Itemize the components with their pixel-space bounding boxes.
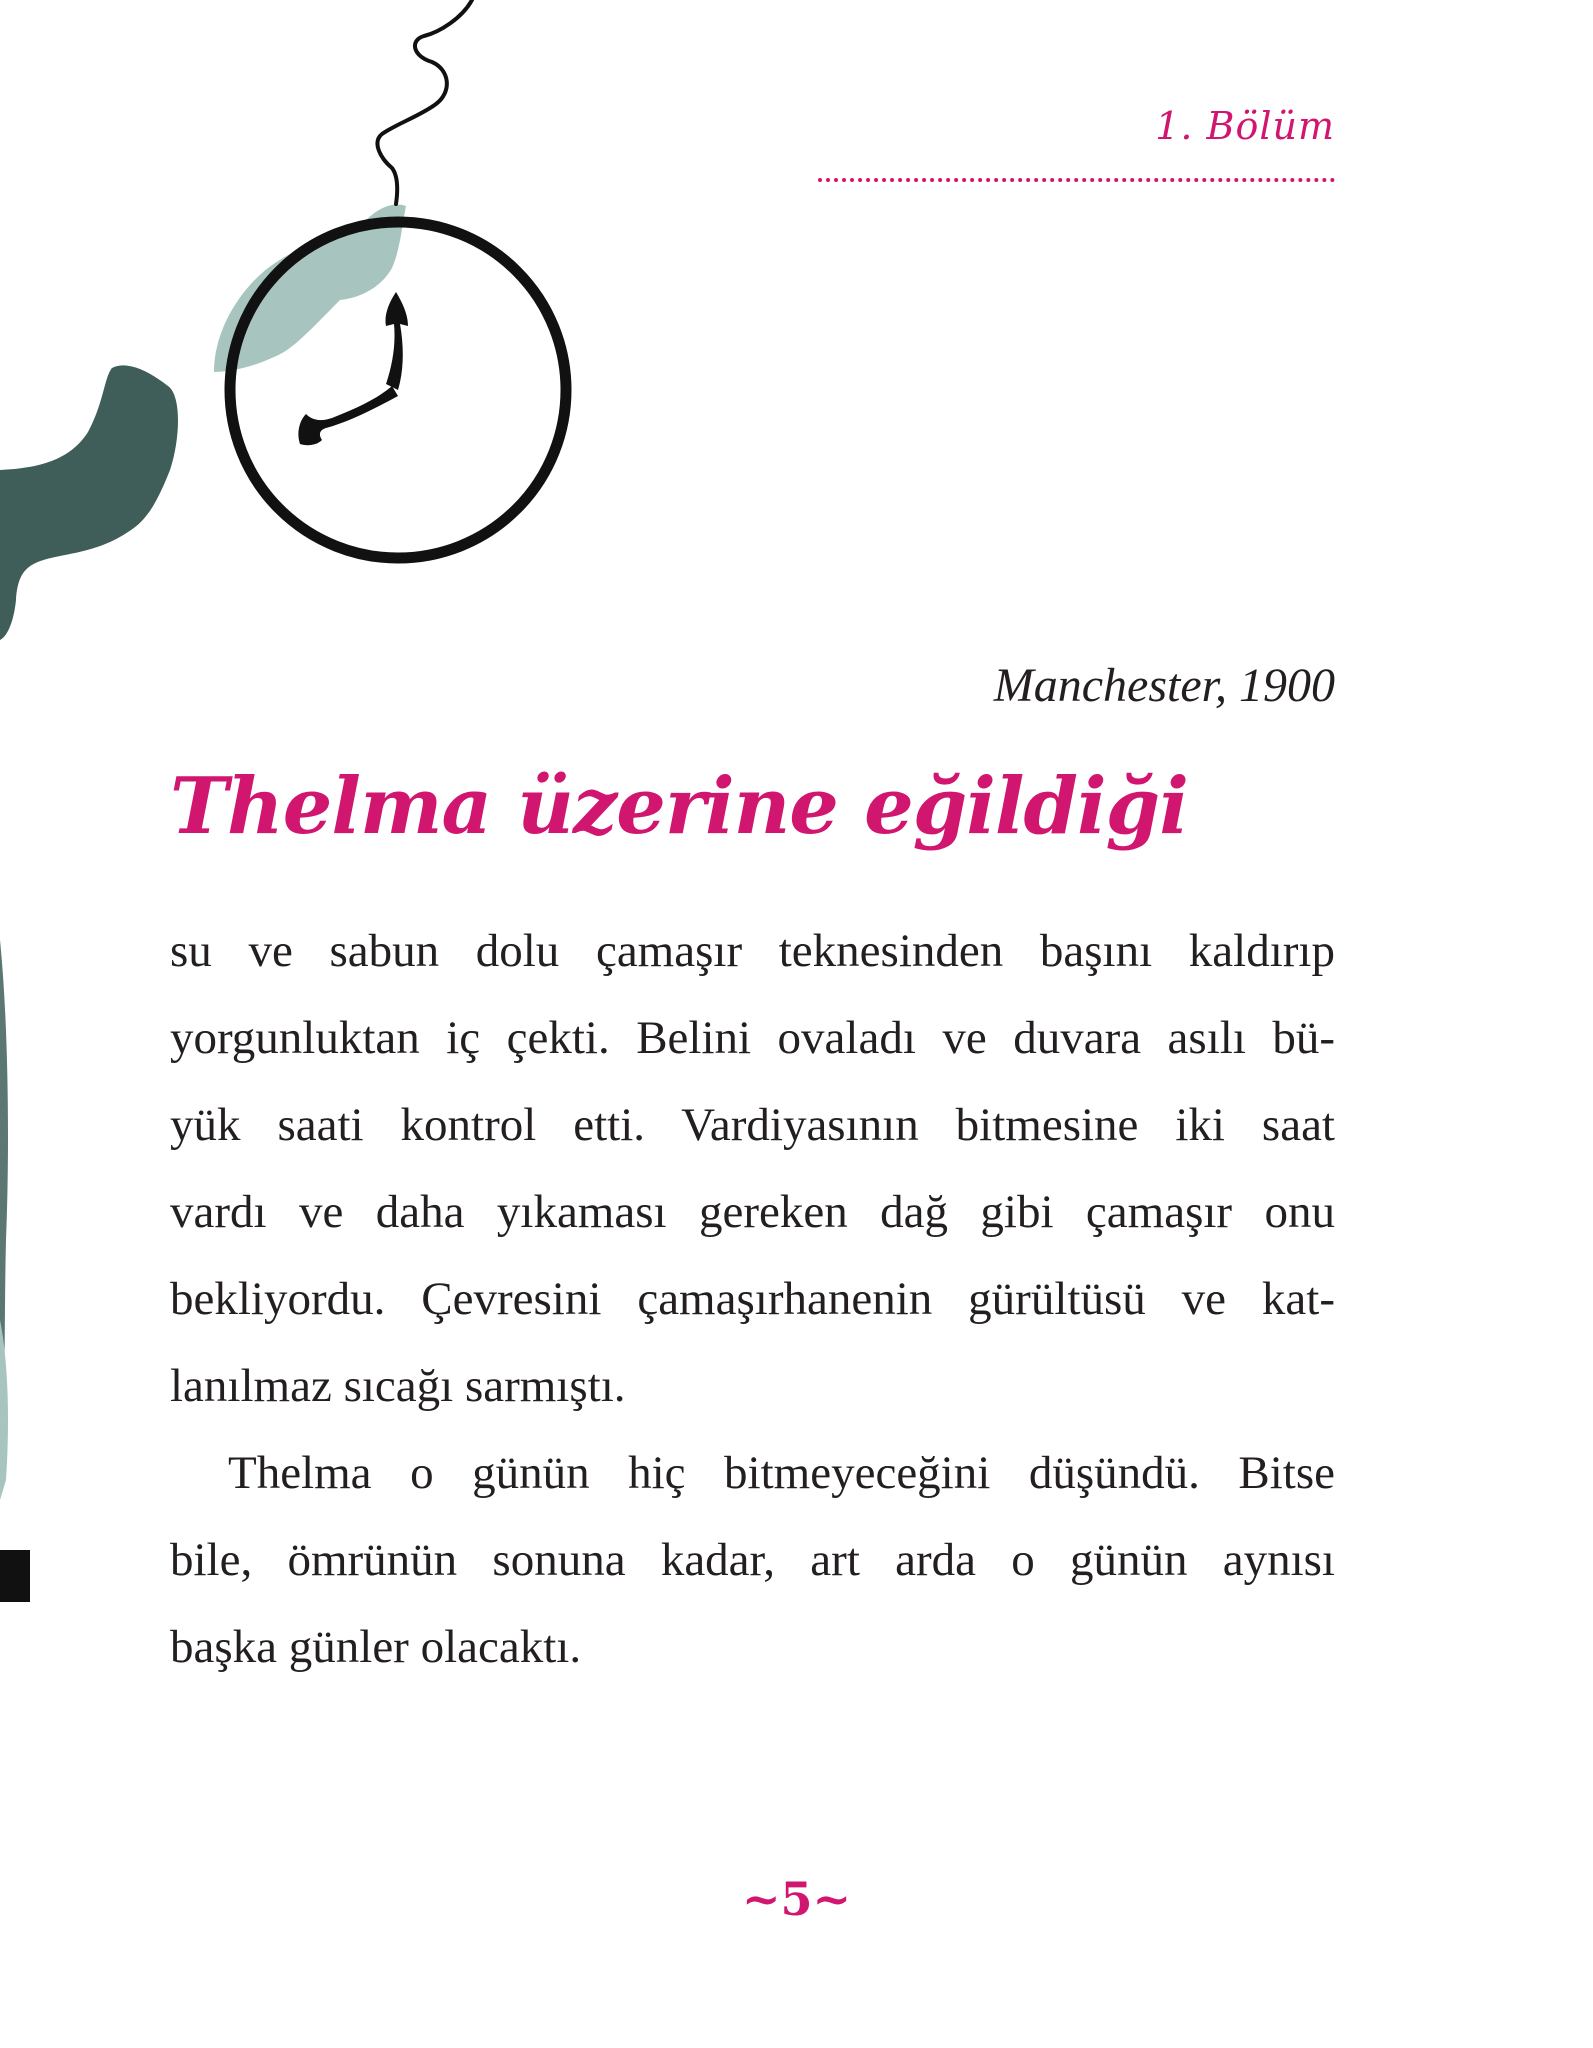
text-line: yük saati kontrol etti. Vardiyasının bitmesine iki saat: [170, 1099, 1335, 1151]
chapter-opening-phrase: Thelma üzerine eğildiği: [170, 761, 1188, 852]
text-line: bile, ömrünün sonuna kadar, art arda o günün aynısı: [170, 1534, 1335, 1586]
clock-string: [377, 0, 472, 204]
clock-minute-hand: [298, 386, 398, 445]
text-line: bekliyordu. Çevresini çamaşırhanenin gürültüsü ve kat-: [170, 1273, 1335, 1325]
text-line: su ve sabun dolu çamaşır teknesinden başını kaldırıp: [170, 925, 1335, 977]
clock-hour-hand: [385, 292, 408, 390]
text-line: başka günler olacaktı.: [170, 1621, 582, 1673]
dark-cloud-icon: [0, 365, 178, 640]
text-line: Thelma o günün hiç bitmeyeceğini düşündü. Bitse: [228, 1447, 1335, 1499]
cloud-fragment-light-icon: [0, 1320, 8, 1500]
place-date: Manchester, 1900: [993, 659, 1335, 712]
light-cloud-icon: [214, 204, 406, 372]
wall-clock-illustration: [0, 0, 600, 680]
paragraph-2: [170, 1430, 1335, 1691]
chapter-label: 1. Bölüm: [1155, 104, 1335, 148]
paragraph-1: [170, 908, 1335, 1430]
left-edge-decoration: [0, 900, 60, 1660]
text-line: lanılmaz sıcağı sarmıştı.: [170, 1360, 626, 1412]
text-line: vardı ve daha yıkaması gereken dağ gibi çamaşır onu: [170, 1186, 1335, 1238]
black-mark: [0, 1550, 30, 1602]
page-number: ~5~: [741, 1872, 852, 1926]
chapter-dotted-rule: [818, 178, 1335, 182]
body-text: [170, 908, 1335, 1691]
text-line: yorgunluktan iç çekti. Belini ovaladı ve duvara asılı bü-: [170, 1012, 1335, 1064]
